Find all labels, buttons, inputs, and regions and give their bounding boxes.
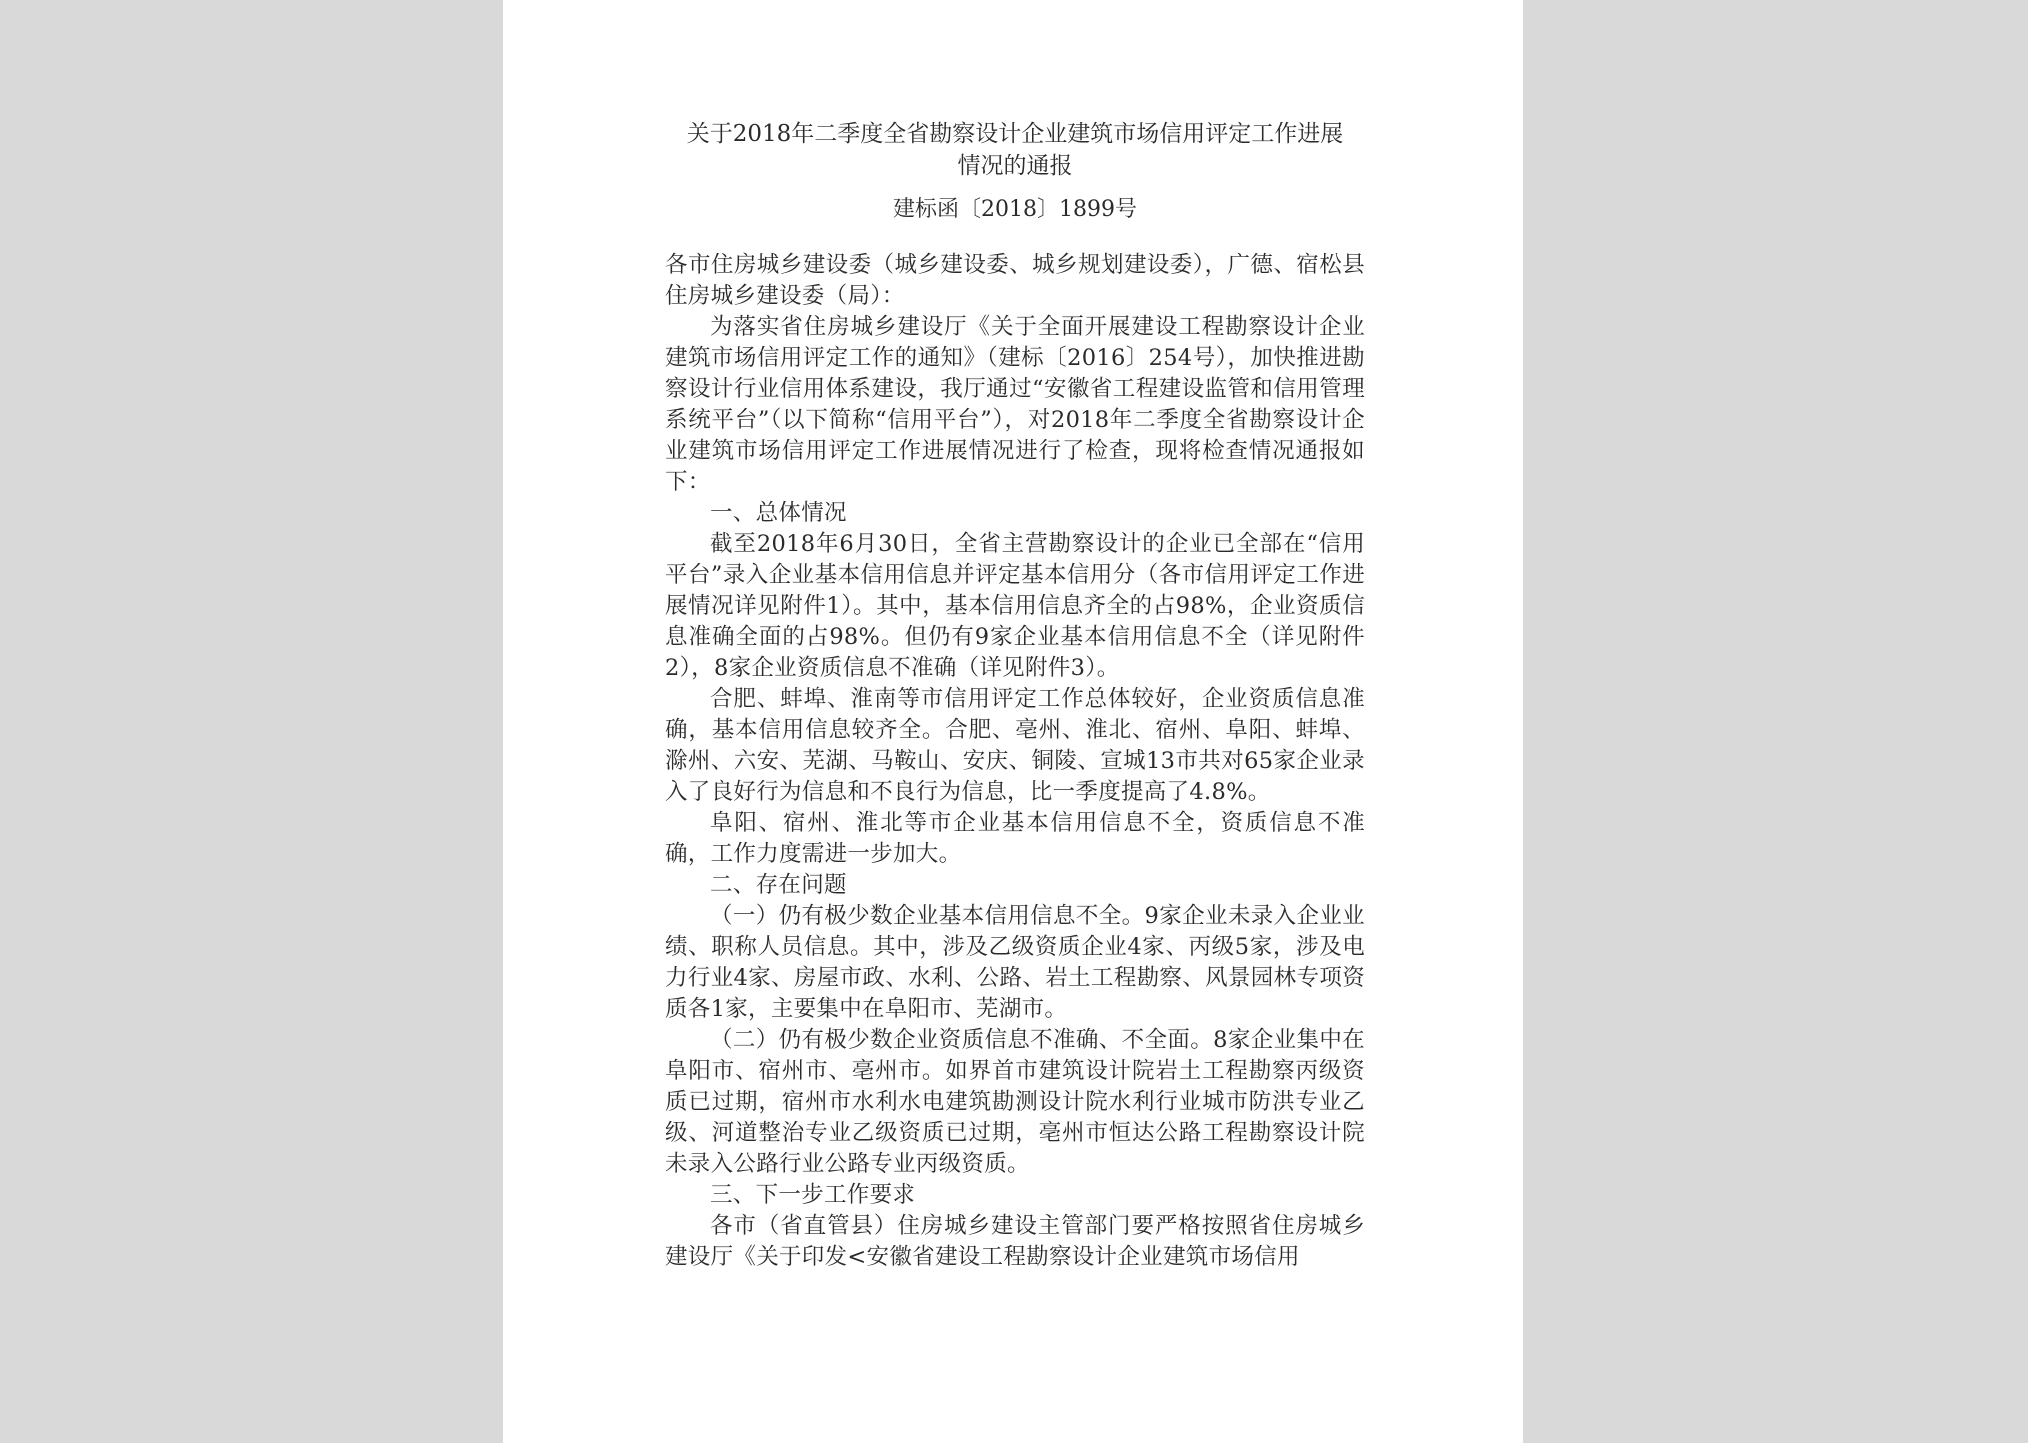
body-paragraph: （二）仍有极少数企业资质信息不准确、不全面。8家企业集中在阜阳市、宿州市、亳州市。如界首市建筑设计院岩土工程勘察丙级资质已过期，宿州市水利水电建筑勘测设计院水利行业城市防洪专业乙级、河道整治专业乙级资质已过期，亳州市恒达公路工程勘察设计院未录入公路行业公路专业丙级资质。 (665, 1027, 1365, 1177)
title-line-2: 情况的通报 (957, 153, 1073, 179)
page-content (665, 118, 1365, 1273)
body-paragraph: 各市（省直管县）住房城乡建设主管部门要严格按照省住房城乡建设厅《关于印发<安徽省建设工程勘察设计企业建筑市场信用 (665, 1213, 1365, 1270)
intro-paragraph: 为落实省住房城乡建设厅《关于全面开展建设工程勘察设计企业建筑市场信用评定工作的通知》（建标〔2016〕254号），加快推进勘察设计行业信用体系建设，我厅通过“安徽省工程建设监管和信用管理系统平台”（以下简称“信用平台”），对2018年二季度全省勘察设计企业建筑市场信用评定工作进展情况进行了检查，现将检查情况通报如下： (665, 314, 1365, 495)
body-paragraph: 阜阳、宿州、淮北等市企业基本信用信息不全，资质信息不准确，工作力度需进一步加大。 (665, 810, 1365, 867)
document-body (665, 250, 1365, 1273)
section-heading-3: 三、下一步工作要求 (710, 1182, 916, 1208)
section-heading-2: 二、存在问题 (710, 872, 847, 898)
body-paragraph: 截至2018年6月30日，全省主营勘察设计的企业已全部在“信用平台”录入企业基本信用信息并评定基本信用分（各市信用评定工作进展情况详见附件1）。其中，基本信用信息齐全的占98%，企业资质信息准确全面的占98%。但仍有9家企业基本信用信息不全（详见附件2），8家企业资质信息不准确（详见附件3）。 (665, 531, 1365, 681)
section-heading-1: 一、总体情况 (710, 500, 847, 526)
document-page (503, 0, 1523, 1443)
addressee-paragraph: 各市住房城乡建设委（城乡建设委、城乡规划建设委），广德、宿松县住房城乡建设委（局）： (665, 252, 1365, 309)
document-title (665, 118, 1365, 182)
body-paragraph: （一）仍有极少数企业基本信用信息不全。9家企业未录入企业业绩、职称人员信息。其中，涉及乙级资质企业4家、丙级5家，涉及电力行业4家、房屋市政、水利、公路、岩土工程勘察、风景园林专项资质各1家，主要集中在阜阳市、芜湖市。 (665, 903, 1365, 1022)
document-number: 建标函〔2018〕1899号 (893, 197, 1137, 222)
body-paragraph: 合肥、蚌埠、淮南等市信用评定工作总体较好，企业资质信息准确，基本信用信息较齐全。合肥、亳州、淮北、宿州、阜阳、蚌埠、滁州、六安、芜湖、马鞍山、安庆、铜陵、宣城13市共对65家企业录入了良好行为信息和不良行为信息，比一季度提高了4.8%。 (665, 686, 1365, 805)
title-line-1: 关于2018年二季度全省勘察设计企业建筑市场信用评定工作进展 (686, 121, 1344, 147)
